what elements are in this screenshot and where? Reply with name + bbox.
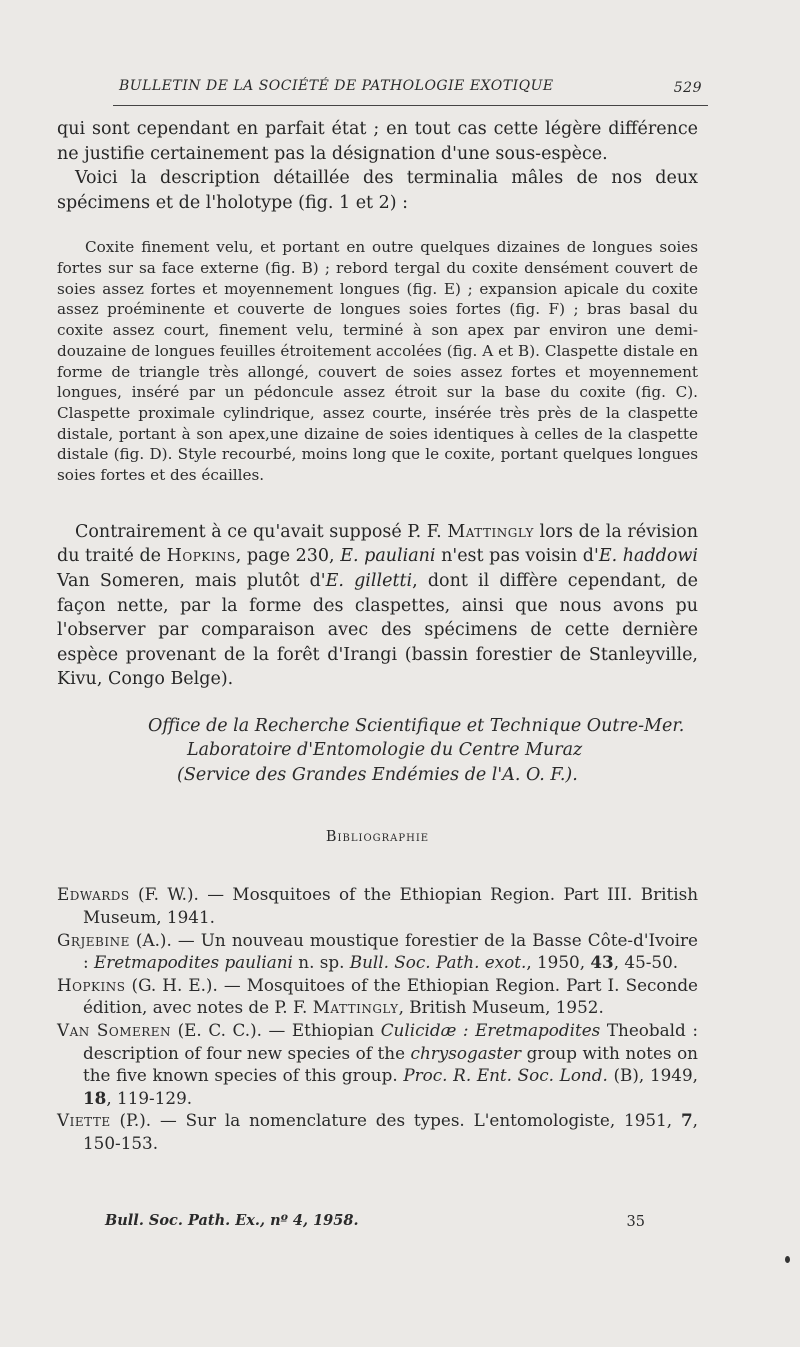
bib-entry-viette: Viette (P.). — Sur la nomenclature des types. L'entomologiste, 1951, 7, 150-153. xyxy=(57,1110,698,1153)
bibliography-list xyxy=(57,883,698,1154)
author-hopkins: Hopkins xyxy=(166,546,236,567)
bib-entry-van-someren: Van Someren (E. C. C.). — Ethiopian Culicidæ : Eretmapodites Theobald : description of four new species of the chrysogaster group with notes on the five known species of this group. Proc. R. Ent. Soc. Lond. (B), 1949, 18, 119-129. xyxy=(57,1020,698,1108)
intro-paragraph-2: Voici la description détaillée des terminalia mâles de nos deux spécimens et de l'holotype (fig. 1 et 2) : xyxy=(57,168,698,213)
affiliation-block xyxy=(57,714,698,788)
page-footer xyxy=(105,1212,645,1229)
bibliography-title: Bibliographie xyxy=(325,829,430,846)
bib-entry-edwards: Edwards (F. W.). — Mosquitoes of the Ethiopian Region. Part III. British Museum, 1941. xyxy=(57,884,698,928)
terminalia-description: Coxite finement velu, et portant en outre quelques dizaines de longues soies fortes sur sa face externe (fig. B) ; rebord tergal du coxite densément couvert de soies assez fortes et moyennement longues (fig. E) ; expansion apicale du coxite assez proéminente et couverte de longues soies fortes (fig. F) ; bras basal du coxite assez court, finement velu, terminé à son apex par environ une demi-douzaine de longues feuilles étroitement accolées (fig. A et B). Claspette distale en forme de triangle très allongé, couvert de soies assez fortes et moyennement longues, inséré par un pédoncule assez étroit sur la base du coxite (fig. C). Claspette proximale cylindrique, assez courte, insérée très près de la claspette distale, portant à son apex,une dizaine de soies identiques à celles de la claspette distale (fig. D). Style recourbé, moins long que le coxite, portant quelques longues soies fortes et des écailles. xyxy=(57,238,698,485)
bib-entry-grjebine: Grjebine (A.). — Un nouveau moustique forestier de la Basse Côte-d'Ivoire : Eretmapodites pauliani n. sp. Bull. Soc. Path. exot., 1950, 43, 45-50. xyxy=(57,929,698,973)
species-haddowi: E. haddowi xyxy=(598,546,698,567)
species-gilletti: E. gilletti xyxy=(325,571,413,591)
journal-title: BULLETIN DE LA SOCIÉTÉ DE PATHOLOGIE EXOTIQUE xyxy=(119,78,554,94)
ink-mark xyxy=(785,1256,790,1263)
author-mattingly: Mattingly xyxy=(447,521,534,542)
page-number: 529 xyxy=(673,80,702,96)
affiliation-line-1: Office de la Recherche Scientifique et Technique Outre-Mer. xyxy=(148,715,685,736)
species-pauliani: E. pauliani xyxy=(340,546,436,567)
footer-citation: Bull. Soc. Path. Ex., nº 4, 1958. xyxy=(105,1212,359,1229)
footer-page-number: 35 xyxy=(626,1214,645,1230)
intro-paragraph-1: qui sont cependant en parfait état ; en tout cas cette légère différence ne justifie certainement pas la désignation d'une sous-espèce. xyxy=(57,119,698,164)
affiliation-line-2: Laboratoire d'Entomologie du Centre Muraz xyxy=(187,740,583,761)
conclusion-paragraph: Contrairement à ce qu'avait supposé P. F. Mattingly lors de la révision du traité de Hopkins, page 230, E. pauliani n'est pas voisin d'E. haddowi Van Someren, mais plutôt d'E. gilletti, dont il diffère cependant, de façon nette, par la forme des claspettes, ainsi que nous avons pu l'observer par comparaison avec des spécimens de cette dernière espèce provenant de la forêt d'Irangi (bassin forestier de Stanleyville, Kivu, Congo Belge). xyxy=(57,521,698,690)
header-rule xyxy=(113,105,708,106)
bib-entry-hopkins: Hopkins (G. H. E.). — Mosquitoes of the Ethiopian Region. Part I. Seconde édition, avec notes de P. F. Mattingly, British Museum, 1952. xyxy=(57,974,698,1018)
affiliation-line-3: (Service des Grandes Endémies de l'A. O. F.). xyxy=(177,764,578,785)
article-body xyxy=(57,117,698,1155)
